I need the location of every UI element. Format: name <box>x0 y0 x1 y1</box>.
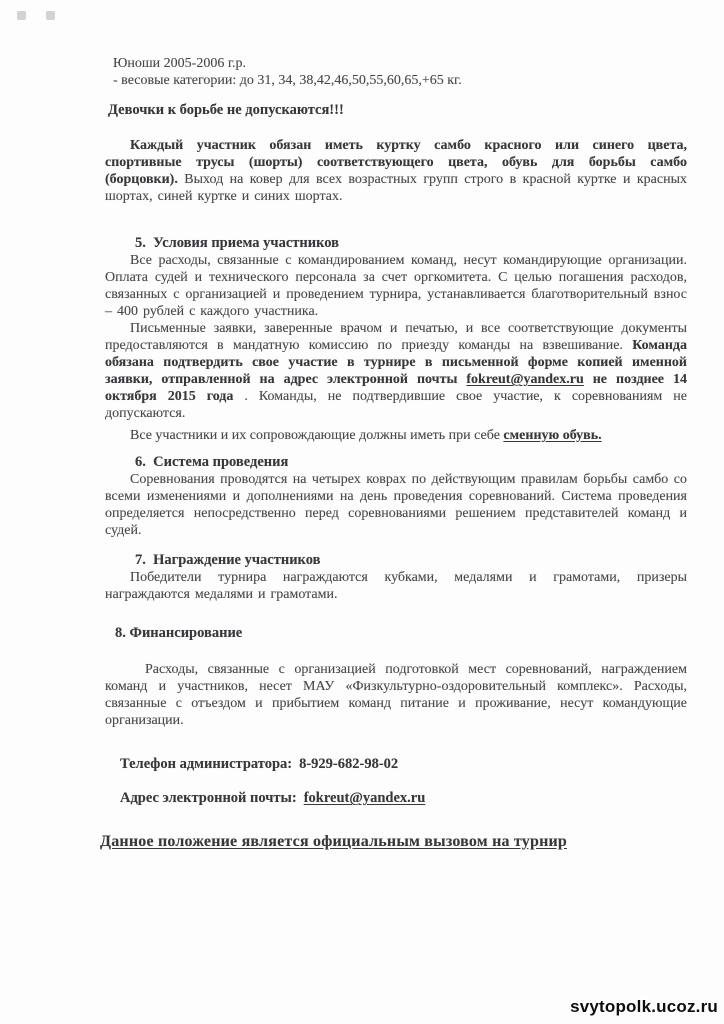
footwear-requirement-line <box>105 427 687 444</box>
applications-intro-text: Письменные заявки, заверенные врачом и печатью, и все соответствующие документы предоставляются в мандатную комиссию по приезду команды на взвешивание. <box>105 321 687 353</box>
age-group-line: Юноши 2005-2006 г.р. <box>113 56 246 71</box>
official-invitation-statement: Данное положение является официальным вызовом на турнир <box>100 833 568 850</box>
footwear-intro-text: Все участники и их сопровождающие должны иметь при себе <box>130 428 504 443</box>
section-5-applications-paragraph <box>105 320 687 422</box>
section-8-paragraph: Расходы, связанные с организацией подготовкой мест соревнований, награждением команд и участников, несет МАУ «Физкультурно-оздоровительный комплекс». Расходы, связанные с отъездом и прибытием команд питание и проживание, несут командующие организации. <box>105 662 687 728</box>
section-7-heading: 7. Награждение участников <box>135 552 321 568</box>
section-7-paragraph: Победители турнира награждаются кубками, медалями и грамотами, призеры награждаются медалями и грамотами. <box>105 570 687 602</box>
applications-tail-text: . Команды, не подтвердившие свое участие, к соревнованиям не допускаются. <box>105 389 688 421</box>
confirmation-email-text: fokreut@yandex.ru <box>466 372 584 387</box>
deadline-text: не позднее 14 октября 2015 года <box>105 372 687 404</box>
equipment-bold-text: Каждый участник обязан иметь куртку самбо красного или синего цвета, спортивные трусы (шорты) соответствующего цвета, обувь для борьбы самбо (борцовки). <box>105 138 687 187</box>
weight-categories-line: - весовые категории: до 31, 34, 38,42,46,50,55,60,65,+65 кг. <box>113 73 462 88</box>
email-address: fokreut@yandex.ru <box>303 790 426 806</box>
admin-phone-line <box>120 756 687 773</box>
girls-restriction-notice: Девочки к борьбе не допускаются!!! <box>108 102 344 118</box>
section-8-heading: 8. Финансирование <box>115 625 243 641</box>
section-6-paragraph: Соревнования проводятся на четырех коврах по действующим правилам борьбы самбо со всеми изменениями и дополнениями на день проведения соревнований. Система проведения определяется непосредственно перед соревнованиями решением представителей команд и судей. <box>105 472 687 538</box>
phone-label: Телефон администратора: <box>120 756 293 772</box>
section-5-expenses-paragraph: Все расходы, связанные с командированием команд, несут командирующие организации. Оплата судей и технического персонала за счет оргкомитета. С целью погашения расходов, связанных с организацией и проведением турнира, устанавливается благотворительный взнос – 400 рублей с каждого участника. <box>105 253 687 319</box>
scan-artifact-left <box>17 11 26 20</box>
footwear-bold-text: сменную обувь. <box>503 428 602 443</box>
phone-number: 8-929-682-98-02 <box>299 756 399 772</box>
section-5-heading: 5. Условия приема участников <box>135 235 340 251</box>
scan-artifact-right <box>46 11 55 20</box>
email-line <box>120 790 687 807</box>
email-label: Адрес электронной почты: <box>120 790 297 806</box>
site-watermark: svytopolk.ucoz.ru <box>570 997 718 1016</box>
equipment-regular-text: Выход на ковер для всех возрастных групп строго в красной куртке и красных шортах, синей куртке и синих шортах. <box>105 172 687 204</box>
section-6-heading: 6. Система проведения <box>135 454 289 470</box>
confirmation-requirement-text: Команда обязана подтвердить свое участие в турнире в письменной форме копией именной заявки, отправленной на адрес электронной почты <box>105 338 687 387</box>
document-body <box>100 55 688 850</box>
equipment-requirements-paragraph <box>105 137 687 205</box>
